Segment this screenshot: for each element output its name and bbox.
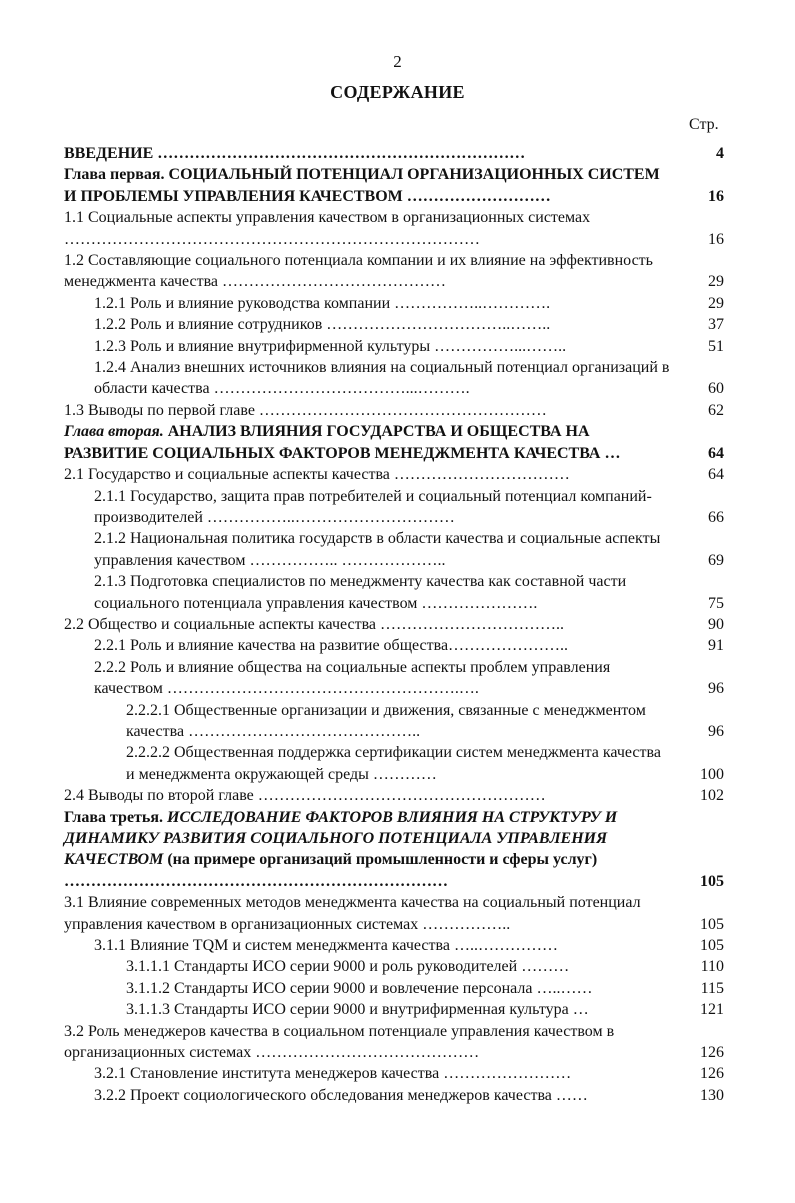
table-of-contents (64, 143, 736, 1106)
toc-entry-page: 105 (700, 937, 724, 955)
toc-entry[interactable] (64, 785, 736, 806)
toc-entry-page: 105 (700, 872, 724, 890)
toc-entry[interactable] (64, 614, 736, 635)
toc-entry-page: 102 (700, 787, 724, 805)
toc-entry-page: 121 (700, 1001, 724, 1019)
toc-entry-page: 75 (708, 594, 724, 612)
toc-entry-page: 90 (708, 615, 724, 633)
toc-entry-title: 1.2 Составляющие социального потенциала компании и их влияние на эффективность менеджмента качества …………………………………… (64, 252, 653, 291)
toc-entry[interactable] (64, 742, 736, 785)
toc-entry-title: 2.2.2.1 Общественные организации и движения, связанные с менеджментом качества …………………………………….. (126, 701, 646, 740)
toc-entry[interactable] (64, 293, 736, 314)
toc-entry-chapter-3[interactable] (64, 807, 736, 893)
toc-entry-page: 105 (700, 915, 724, 933)
toc-entry-title: 2.2.2 Роль и влияние общества на социальные аспекты проблем управления качеством ……………………………………………….…. (94, 658, 611, 698)
toc-entry-page: 110 (700, 958, 724, 976)
toc-entry-title: АНАЛИЗ ВЛИЯНИЯ ГОСУДАРСТВА И ОБЩЕСТВА НА РАЗВИТИЕ СОЦИАЛЬНЫХ ФАКТОРОВ МЕНЕДЖМЕНТА КАЧЕСТВА … (64, 423, 621, 462)
toc-entry[interactable] (64, 357, 736, 400)
toc-entry-page: 51 (708, 337, 724, 355)
toc-entry-page: 64 (708, 466, 724, 484)
toc-entry-page: 29 (708, 294, 724, 312)
toc-entry-page: 62 (708, 401, 724, 419)
toc-entry[interactable] (64, 1085, 736, 1106)
toc-entry-title: 2.2.1 Роль и влияние качества на развитие общества………………….. (94, 637, 569, 655)
chapter-intro: Глава вторая. (64, 423, 168, 441)
toc-entry-chapter-2[interactable] (64, 421, 736, 464)
toc-entry-title: 1.2.2 Роль и влияние сотрудников ……………………………..…….. (94, 316, 551, 334)
toc-entry-title: 1.2.1 Роль и влияние руководства компании ……………..…………. (94, 294, 551, 312)
toc-entry-page: 29 (708, 273, 724, 291)
toc-entry-page: 60 (708, 380, 724, 398)
toc-entry-introduction[interactable] (64, 143, 736, 164)
toc-entry-title: 3.1.1.1 Стандарты ИСО серии 9000 и роль руководителей ……… (126, 958, 570, 976)
toc-entry-page: 100 (700, 765, 724, 783)
toc-entry-title: 2.1.2 Национальная политика государств в области качества и социальные аспекты управления качеством …………….. ……………….. (94, 530, 661, 569)
toc-entry-title: 3.1.1.2 Стандарты ИСО серии 9000 и вовлечение персонала …..…… (126, 979, 593, 997)
toc-entry[interactable] (64, 207, 736, 250)
toc-entry[interactable] (64, 1063, 736, 1084)
toc-entry-title: 2.2 Общество и социальные аспекты качества …………………………….. (64, 615, 565, 633)
toc-entry-chapter-1[interactable] (64, 164, 736, 207)
toc-entry-title: 1.2.4 Анализ внешних источников влияния на социальный потенциал организаций в области качества ………………………………...………. (94, 359, 670, 398)
toc-entry-title: 3.1.1.3 Стандарты ИСО серии 9000 и внутрифирменная культура … (126, 1001, 589, 1019)
toc-entry-title: 2.1.1 Государство, защита прав потребителей и социальный потенциал компаний-производителей ……………..………………………… (94, 487, 652, 526)
toc-entry[interactable] (64, 892, 736, 935)
page-number: 2 (393, 52, 402, 71)
toc-entry[interactable] (64, 978, 736, 999)
toc-entry[interactable] (64, 528, 736, 571)
toc-entry[interactable] (64, 1021, 736, 1064)
toc-entry-page: 91 (708, 637, 724, 655)
toc-entry-title: 3.2.2 Проект социологического обследования менеджеров качества …… (94, 1086, 588, 1104)
toc-entry-title: ИССЛЕДОВАНИЕ ФАКТОРОВ ВЛИЯНИЯ НА СТРУКТУРУ И ДИНАМИКУ РАЗВИТИЯ СОЦИАЛЬНОГО ПОТЕНЦИАЛА УПРАВЛЕНИЯ КАЧЕСТВОМ (64, 808, 618, 869)
toc-entry[interactable] (64, 464, 736, 485)
toc-entry-title: 2.4 Выводы по второй главе ……………………………………………… (64, 787, 546, 805)
toc-entry-page: 69 (708, 551, 724, 569)
toc-entry[interactable] (64, 635, 736, 656)
toc-entry-title: 3.1 Влияние современных методов менеджмента качества на социальный потенциал управления качеством в организационных системах …………….. (64, 894, 641, 933)
toc-entry-title: 2.1 Государство и социальные аспекты качества …………………………… (64, 466, 570, 484)
toc-entry-page: 66 (708, 508, 724, 526)
toc-entry-page: 37 (708, 316, 724, 334)
toc-entry-page: 130 (700, 1086, 724, 1104)
toc-entry-title: 3.1.1 Влияние TQM и систем менеджмента качества …..…………… (94, 937, 558, 955)
toc-entry[interactable] (64, 486, 736, 529)
toc-entry[interactable] (64, 999, 736, 1020)
toc-entry-page: 16 (708, 187, 724, 205)
toc-entry[interactable] (64, 400, 736, 421)
chapter-intro: Глава третья. (64, 808, 168, 826)
toc-entry-page: 126 (700, 1044, 724, 1062)
toc-entry-page: 4 (716, 145, 724, 162)
toc-entry-page: 64 (708, 444, 724, 462)
toc-entry[interactable] (64, 657, 736, 700)
toc-entry[interactable] (64, 700, 736, 743)
toc-entry-page: 16 (708, 230, 724, 248)
toc-entry-title: 3.2 Роль менеджеров качества в социальном потенциале управления качеством в организационных системах …………………………………… (64, 1022, 615, 1062)
toc-entry-page: 96 (708, 680, 724, 698)
chapter-intro: Глава первая. (64, 166, 169, 184)
toc-entry-title: СОЦИАЛЬНЫЙ ПОТЕНЦИАЛ ОРГАНИЗАЦИОННЫХ СИСТЕМ И ПРОБЛЕМЫ УПРАВЛЕНИЯ КАЧЕСТВОМ ……………………… (64, 166, 660, 205)
toc-entry-title: 2.2.2.2 Общественная поддержка сертификации систем менеджмента качества и менеджмента окружающей среды ………… (126, 744, 661, 783)
toc-entry[interactable] (64, 571, 736, 614)
toc-entry[interactable] (64, 314, 736, 335)
toc-entry-title: 1.3 Выводы по первой главе ……………………………………………… (64, 401, 547, 419)
toc-entry-subtitle: (на примере организаций промышленности и сферы услуг) ……………………………………………………………… (64, 851, 598, 890)
toc-entry-page: 96 (708, 722, 724, 740)
toc-entry-page: 115 (700, 979, 724, 997)
toc-entry-page: 126 (700, 1065, 724, 1083)
toc-entry[interactable] (64, 250, 736, 293)
toc-entry[interactable] (64, 935, 736, 956)
toc-entry[interactable] (64, 956, 736, 977)
page-title: СОДЕРЖАНИЕ (330, 82, 465, 102)
toc-entry-title: 1.1 Социальные аспекты управления качеством в организационных системах …………………………………………………………………… (64, 209, 591, 248)
page-column-header: Стр. (689, 116, 719, 133)
toc-entry-title: 2.1.3 Подготовка специалистов по менеджменту качества как составной части социального потенциала управления качеством …………………. (94, 573, 627, 612)
toc-entry-title: ВВЕДЕНИЕ …………………………………………………………… (64, 145, 526, 162)
toc-entry-title: 1.2.3 Роль и влияние внутрифирменной культуры ……………...…….. (94, 337, 567, 355)
toc-entry[interactable] (64, 336, 736, 357)
toc-entry-title: 3.2.1 Становление института менеджеров качества …………………… (94, 1065, 572, 1083)
